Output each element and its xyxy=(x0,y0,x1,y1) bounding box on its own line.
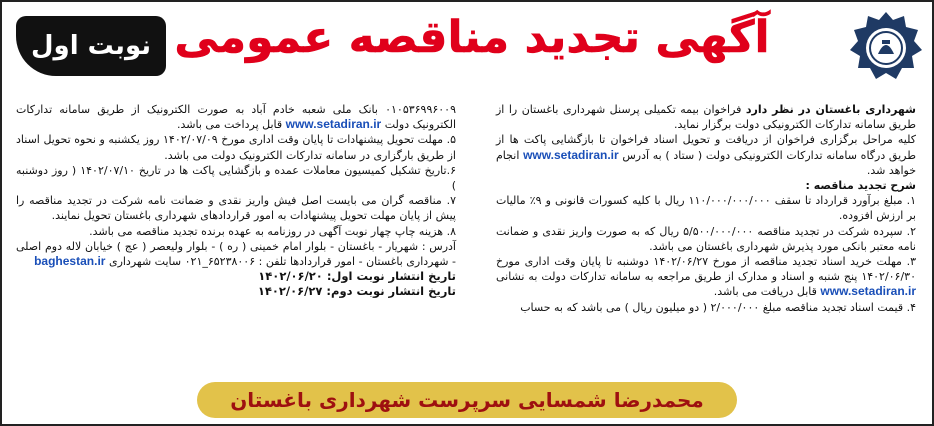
condition-item-7: ۷. مناقصه گران می بایست اصل فیش واریز نقدی و ضمانت نامه شرکت در تجدید مناقصه را پیش از پایان مهلت تحویل پیشنهادات به امور قراردادهای شهرداری باغستان تحویل نمایند. xyxy=(16,194,456,223)
payment-paragraph xyxy=(16,102,456,132)
condition-item-5: ۵. مهلت تحویل پیشنهادات تا پایان وقت اداری مورخ ۱۴۰۲/۰۷/۰۹ روز یکشنبه و نحوه تحویل اسناد از طریق بارگزاری در سامانه تدارکات الکترونیک دولت می باشد. xyxy=(16,133,456,162)
procedure-text: کلیه مراحل برگزاری فراخوان از دریافت و تحویل اسناد فراخوان تا بازگشایی پاکت ها از طریق درگاه سامانه تدارکات الکترونیکی دولت ( ستاد ) به آدرس xyxy=(496,133,916,162)
setadiran-link-3[interactable]: www.setadiran.ir xyxy=(285,117,382,132)
publish-date-2: تاریخ انتشار نوبت دوم: ۱۴۰۲/۰۶/۲۷ xyxy=(257,284,456,299)
condition-item-6: ۶.تاریخ تشکیل کمیسیون معاملات عمده و بازگشایی پاکت ها در تاریخ ۱۴۰۲/۰۷/۱۰ ( روز دوشنبه ) xyxy=(16,163,456,193)
conditions-heading: شرح تجدید مناقصه : xyxy=(805,179,916,193)
publish-date-1: تاریخ انتشار نوبت اول: ۱۴۰۲/۰۶/۲۰ xyxy=(258,269,456,284)
baghestan-link[interactable]: baghestan.ir xyxy=(34,254,106,269)
condition-item-2: ۲. سپرده شرکت در تجدید مناقصه ۵/۵۰۰/۰۰۰/۰۰۰ ریال که به صورت واریز نقدی و ضمانت نامه معتبر بانکی مورد پذیرش شهرداری باغستان می باشد. xyxy=(496,224,916,253)
address-paragraph xyxy=(16,239,456,269)
notice-title: آگهی تجدید مناقصه عمومی xyxy=(174,12,770,63)
intro-paragraph xyxy=(496,102,916,132)
procedure-paragraph xyxy=(496,132,916,178)
setadiran-link[interactable]: www.setadiran.ir xyxy=(523,147,619,162)
condition-item-4: ۴. قیمت اسناد تجدید مناقصه مبلغ ۲/۰۰۰/۰۰۰ ( دو میلیون ریال ) می باشد که به حساب xyxy=(520,300,916,314)
condition-item-3 xyxy=(496,254,916,300)
intro-text: فراخوان بیمه تکمیلی پرسنل شهرداری باغستان را از طریق سامانه تدارکات الکترونیکی دولت برگزار نماید. xyxy=(496,103,916,132)
payment-text: ۰۱۰۵۳۶۹۹۶۰۰۹ بانک ملی شعبه خادم آباد به صورت الکترونیک از طریق سامانه تدارکات الکترونیک دولت xyxy=(16,103,456,132)
procedure-text-end: انجام خواهد شد. xyxy=(496,148,916,177)
signature-banner: محمدرضا شمسایی سرپرست شهرداری باغستان xyxy=(197,382,737,418)
address-text: آدرس : شهریار - باغستان - بلوار امام خمینی ( ره ) - بلوار ولیعصر ( عج ) خیابان لاله دوم اصلی - شهرداری باغستان - امور قراردادها تلفن : ۶۵۲۳۸۰۰۶_۰۲۱ سایت شهرداری xyxy=(16,239,456,269)
notice-body-left xyxy=(16,102,456,300)
round-badge xyxy=(16,16,166,76)
item3-text-end: قابل دریافت می باشد. xyxy=(713,285,821,299)
setadiran-link-2[interactable]: www.setadiran.ir xyxy=(820,284,916,299)
condition-item-1: ۱. مبلغ برآورد قرارداد تا سقف ۱۱۰/۰۰۰/۰۰۰/۰۰۰ ریال با کلیه کسورات قانونی و ۹٪ مالیات بر ارزش افزوده. xyxy=(496,194,916,223)
round-badge-label: نوبت اول xyxy=(30,31,152,61)
notice-body-right xyxy=(496,102,916,315)
condition-item-8: ۸. هزینه چاپ چهار نوبت آگهی در روزنامه به عهده برنده تجدید مناقصه می باشد. xyxy=(89,224,456,238)
intro-bold: شهرداری باغستان در نظر دارد xyxy=(745,103,916,116)
municipality-seal-icon xyxy=(848,10,924,86)
item3-text: ۳. مهلت خرید اسناد تجدید مناقصه از مورخ ۱۴۰۲/۰۶/۲۷ دوشنبه تا پایان وقت اداری مورخ ۱۴۰۲/۰۶/۳۰ پنج شنبه و اسناد و مدارک از طریق مراجعه به سامانه تدارکات دولت به نشانی xyxy=(496,255,916,284)
payment-text-end: قابل پرداخت می باشد. xyxy=(177,118,286,132)
